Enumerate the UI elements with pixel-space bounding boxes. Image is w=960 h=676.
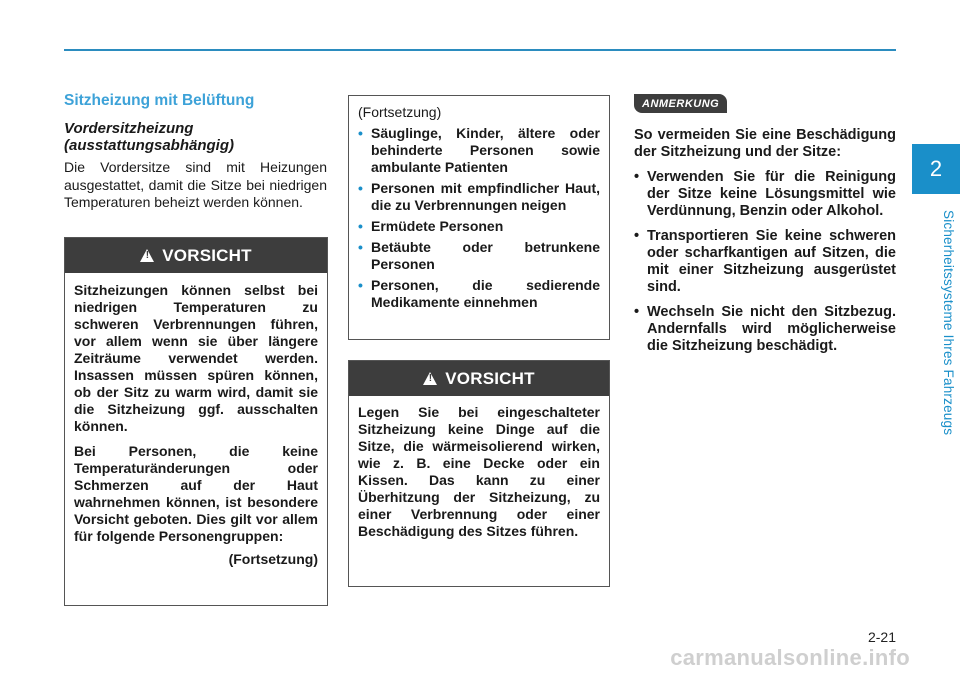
list-item: • Transportieren Sie keine schweren oder scharfkantigen auf Sitzen, die mit einer Sitzheizung ausgerüstet sind. <box>634 228 896 296</box>
caution-paragraph: Legen Sie bei eingeschalteter Sitzheizung keine Dinge auf die Sitze, die wärmeisolierend wirken, wie z. B. eine Decke oder ein Kissen. Das kann zu einer Überhitzung der Sitzheizung, zu einer Verbrennung oder einer Beschädigung des Sitzes führen. <box>358 404 600 539</box>
note-list <box>634 169 896 355</box>
subheading: Vordersitzheizung (ausstattungsabhängig) <box>64 120 235 154</box>
caution-box-2 <box>348 360 610 587</box>
continuation-box <box>348 95 610 340</box>
watermark: carmanualsonline.info <box>670 645 910 670</box>
section-title: Sitzheizung mit Belüftung <box>64 92 255 109</box>
risk-group-list <box>358 125 600 311</box>
caution-paragraph: Bei Personen, die keine Temperaturänderungen oder Schmerzen auf der Haut wahrnehmen können, ist besondere Vorsicht geboten. Dies gilt vor allem für folgende Personengruppen: <box>74 443 318 544</box>
continued-label: (Fortsetzung) <box>228 551 318 567</box>
chapter-number-tab[interactable]: 2 <box>912 144 960 194</box>
warning-triangle-icon <box>423 372 438 385</box>
caution-body-2 <box>349 396 609 548</box>
note-text <box>634 127 896 355</box>
caution-header-1 <box>65 238 327 273</box>
note-column <box>634 94 896 363</box>
intro-column <box>64 92 327 212</box>
list-item: • Verwenden Sie für die Reinigung der Sitze keine Lösungsmittel wie Verdünnung, Benzin oder Alkohol. <box>634 169 896 220</box>
note-intro: So vermeiden Sie eine Beschädigung der Sitzheizung und der Sitze: <box>634 127 896 160</box>
chapter-title: Sicherheitssysteme Ihres Fahrzeugs <box>941 210 956 436</box>
page-number: 2-21 <box>867 629 896 645</box>
list-item: • Personen mit empfindlicher Haut, die zu Verbrennungen neigen <box>358 180 600 214</box>
header-rule <box>64 49 896 51</box>
note-badge: ANMERKUNG <box>634 94 727 113</box>
caution-header-label: VORSICHT <box>162 245 252 265</box>
list-item: • Wechseln Sie nicht den Sitzbezug. Andernfalls wird möglicherweise die Sitzheizung beschädigt. <box>634 304 896 355</box>
list-item: • Ermüdete Personen <box>358 218 600 235</box>
caution-body-1 <box>65 273 327 576</box>
list-item: • Personen, die sedierende Medikamente einnehmen <box>358 277 600 311</box>
caution-header-2 <box>349 361 609 396</box>
caution-paragraph: Sitzheizungen können selbst bei niedrigen Temperaturen zu schweren Verbrennungen führen, vor allem wenn sie über längere Zeiträume verwendet werden. Insassen müssen spüren können, ob der Sitz zu warm wird, damit sie die Sitzheizung ggf. ausschalten können. <box>74 282 318 434</box>
continuation-body <box>349 96 609 319</box>
list-item: • Betäubte oder betrunkene Personen <box>358 239 600 273</box>
caution-box-1 <box>64 237 328 606</box>
list-item: • Säuglinge, Kinder, ältere oder behinderte Personen sowie ambulante Patienten <box>358 125 600 176</box>
continuation-heading: (Fortsetzung) <box>358 104 442 120</box>
caution-header-label: VORSICHT <box>445 368 535 388</box>
intro-paragraph: Die Vordersitze sind mit Heizungen ausgestattet, damit die Sitze bei niedrigen Temperaturen beheizt werden können. <box>64 159 327 210</box>
warning-triangle-icon <box>140 249 155 262</box>
